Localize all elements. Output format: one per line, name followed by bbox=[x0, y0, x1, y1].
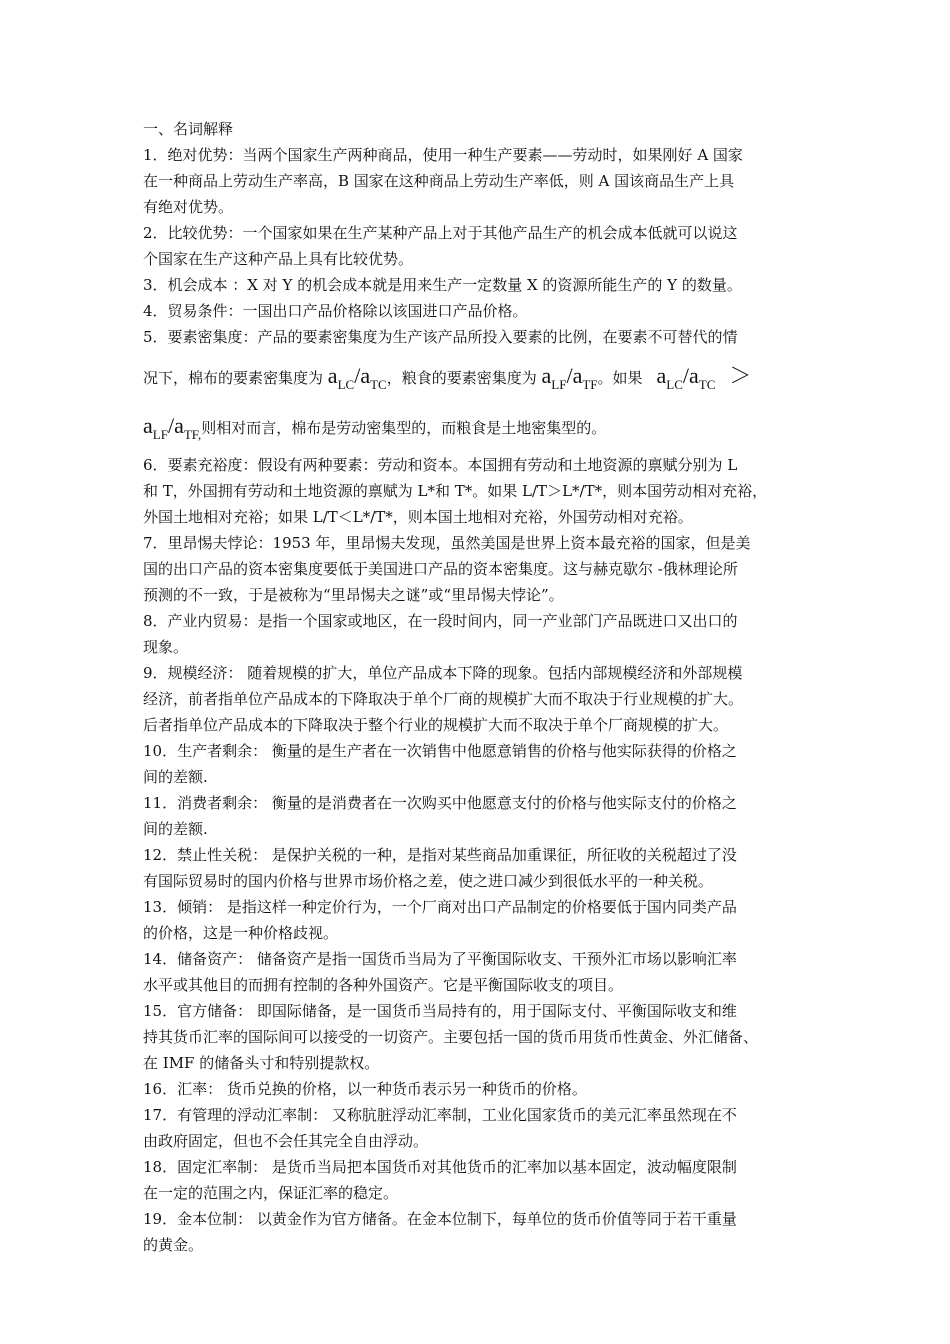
term-list-part-2 bbox=[143, 452, 811, 1258]
term-line: 7．里昂惕夫悖论：1953 年，里昂惕夫发现，虽然美国是世界上资本最充裕的国家，但是美 bbox=[143, 534, 751, 552]
formula-sub: LF bbox=[152, 427, 168, 442]
item5-formula-line-1 bbox=[143, 356, 811, 396]
term-entry bbox=[143, 1076, 811, 1102]
term-line: 和 T，外国拥有劳动和土地资源的禀赋为 L*和 T*。如果 L/T＞L*/T*，则本国劳动相对充裕， bbox=[143, 482, 768, 500]
term-line: 14．储备资产： 储备资产是指一国货币当局为了平衡国际收支、干预外汇市场以影响汇率 bbox=[143, 950, 737, 968]
term-entry bbox=[143, 298, 811, 324]
term-entry bbox=[143, 142, 811, 220]
formula-a: a bbox=[174, 413, 184, 438]
section-heading: 一、名词解释 bbox=[143, 120, 234, 138]
formula-sub: TF, bbox=[183, 427, 202, 442]
term-entry bbox=[143, 842, 811, 894]
term-line: 10．生产者剩余： 衡量的是生产者在一次销售中他愿意销售的价格与他实际获得的价格之 bbox=[143, 742, 737, 760]
term-line: 4．贸易条件：一国出口产品价格除以该国进口产品价格。 bbox=[143, 302, 528, 320]
formula-text: 则相对而言，棉布是劳动密集型的，而粮食是土地密集型的。 bbox=[201, 419, 607, 437]
formula-a: a bbox=[327, 363, 338, 388]
term-line: 有国际贸易时的国内价格与世界市场价格之差，使之进口减少到很低水平的一种关税。 bbox=[143, 872, 714, 890]
term-list-part-1 bbox=[143, 142, 811, 350]
term-entry bbox=[143, 324, 811, 350]
term-line: 持其货币汇率的国际间可以接受的一切资产。主要包括一国的货币用货币性黄金、外汇储备、 bbox=[143, 1028, 759, 1046]
term-entry bbox=[143, 1206, 811, 1258]
term-entry bbox=[143, 272, 811, 298]
term-entry bbox=[143, 1154, 811, 1206]
term-line: 外国土地相对充裕；如果 L/T＜L*/T*，则本国土地相对充裕，外国劳动相对充裕。 bbox=[143, 508, 693, 526]
term-entry bbox=[143, 660, 811, 738]
term-entry bbox=[143, 452, 811, 530]
term-entry bbox=[143, 220, 811, 272]
formula-sub: LC bbox=[666, 377, 683, 392]
formula-slash: / bbox=[354, 363, 361, 388]
term-line: 8．产业内贸易：是指一个国家或地区，在一段时间内，同一产业部门产品既进口又出口的 bbox=[143, 612, 738, 630]
item5-formula-line-2 bbox=[143, 400, 811, 452]
term-line: 水平或其他目的而拥有控制的各种外国资产。它是平衡国际收支的项目。 bbox=[143, 976, 624, 994]
term-line: 18．固定汇率制： 是货币当局把本国货币对其他货币的汇率加以基本固定，波动幅度限制 bbox=[143, 1158, 737, 1176]
term-line: 13．倾销： 是指这样一种定价行为，一个厂商对出口产品制定的价格要低于国内同类产品 bbox=[143, 898, 737, 916]
formula-a: a bbox=[689, 363, 699, 388]
term-line: 17．有管理的浮动汇率制： 又称肮脏浮动汇率制，工业化国家货币的美元汇率虽然现在不 bbox=[143, 1106, 737, 1124]
formula-a: a bbox=[572, 363, 583, 388]
term-entry bbox=[143, 608, 811, 660]
formula-slash: / bbox=[566, 363, 573, 388]
formula-a: a bbox=[541, 363, 552, 388]
term-line: 16．汇率： 货币兑换的价格，以一种货币表示另一种货币的价格。 bbox=[143, 1080, 587, 1098]
term-line: 12．禁止性关税： 是保护关税的一种，是指对某些商品加重课征，所征收的关税超过了没 bbox=[143, 846, 737, 864]
formula-a: a bbox=[360, 363, 371, 388]
term-entry bbox=[143, 1102, 811, 1154]
term-line: 间的差额. bbox=[143, 768, 208, 786]
formula-text: ，粮食的要素密集度为 bbox=[386, 369, 537, 387]
term-line: 现象。 bbox=[143, 638, 189, 656]
term-entry bbox=[143, 530, 811, 608]
formula-sub: LC bbox=[337, 377, 355, 392]
formula-slash: / bbox=[682, 363, 690, 388]
document-body bbox=[143, 116, 811, 1258]
term-entry bbox=[143, 894, 811, 946]
term-entry bbox=[143, 946, 811, 998]
term-line: 经济，前者指单位产品成本的下降取决于单个厂商的规模扩大而不取决于行业规模的扩大。 bbox=[143, 690, 744, 708]
term-line: 1．绝对优势：当两个国家生产两种商品，使用一种生产要素——劳动时，如果刚好 A 国家 bbox=[143, 146, 743, 164]
term-line: 2．比较优势：一个国家如果在生产某种产品上对于其他产品生产的机会成本低就可以说这 bbox=[143, 224, 738, 242]
formula-text: 况下，棉布的要素密集度为 bbox=[143, 369, 324, 387]
term-line: 后者指单位产品成本的下降取决于整个行业的规模扩大而不取决于单个厂商规模的扩大。 bbox=[143, 716, 729, 734]
formula-sub: TF bbox=[582, 377, 598, 392]
term-line: 11．消费者剩余： 衡量的是消费者在一次购买中他愿意支付的价格与他实际支付的价格之 bbox=[143, 794, 737, 812]
term-entry bbox=[143, 790, 811, 842]
formula-gt: ＞ bbox=[729, 363, 752, 388]
term-line: 个国家在生产这种产品上具有比较优势。 bbox=[143, 250, 414, 268]
formula-a: a bbox=[143, 413, 153, 438]
formula-sub: TC bbox=[370, 377, 387, 392]
formula-sub: TC bbox=[698, 377, 716, 392]
term-entry bbox=[143, 738, 811, 790]
term-line: 5．要素密集度：产品的要素密集度为生产该产品所投入要素的比例，在要素不可替代的情 bbox=[143, 328, 738, 346]
formula-slash: / bbox=[167, 413, 175, 438]
term-line: 间的差额. bbox=[143, 820, 208, 838]
formula-text: 。如果 bbox=[597, 369, 643, 387]
term-line: 预测的不一致，于是被称为“里昂惕夫之谜”或“里昂惕夫悖论”。 bbox=[143, 586, 564, 604]
term-line: 的价格，这是一种价格歧视。 bbox=[143, 924, 339, 942]
term-line: 6．要素充裕度：假设有两种要素：劳动和资本。本国拥有劳动和土地资源的禀赋分别为 L bbox=[143, 456, 738, 474]
term-line: 19．金本位制： 以黄金作为官方储备。在金本位制下，每单位的货币价值等同于若干重量 bbox=[143, 1210, 737, 1228]
term-line: 在 IMF 的储备头寸和特别提款权。 bbox=[143, 1054, 380, 1072]
term-line: 有绝对优势。 bbox=[143, 198, 234, 216]
term-entry bbox=[143, 998, 811, 1076]
term-line: 15．官方储备： 即国际储备，是一国货币当局持有的，用于国际支付、平衡国际收支和维 bbox=[143, 1002, 737, 1020]
term-line: 国的出口产品的资本密集度要低于美国进口产品的资本密集度。这与赫克歇尔 -俄林理论所 bbox=[143, 560, 738, 578]
term-line: 由政府固定，但也不会任其完全自由浮动。 bbox=[143, 1132, 429, 1150]
formula-a: a bbox=[656, 363, 667, 388]
term-line: 的黄金。 bbox=[143, 1236, 204, 1254]
term-line: 在一种商品上劳动生产率高，B 国家在这种商品上劳动生产率低，则 A 国该商品生产上具 bbox=[143, 172, 735, 190]
formula-sub: LF bbox=[551, 377, 567, 392]
term-line: 3．机会成本 ：X 对 Y 的机会成本就是用来生产一定数量 X 的资源所能生产的 Y 的数量。 bbox=[143, 276, 742, 294]
term-line: 在一定的范围之内，保证汇率的稳定。 bbox=[143, 1184, 399, 1202]
term-line: 9．规模经济： 随着规模的扩大，单位产品成本下降的现象。包括内部规模经济和外部规模 bbox=[143, 664, 743, 682]
